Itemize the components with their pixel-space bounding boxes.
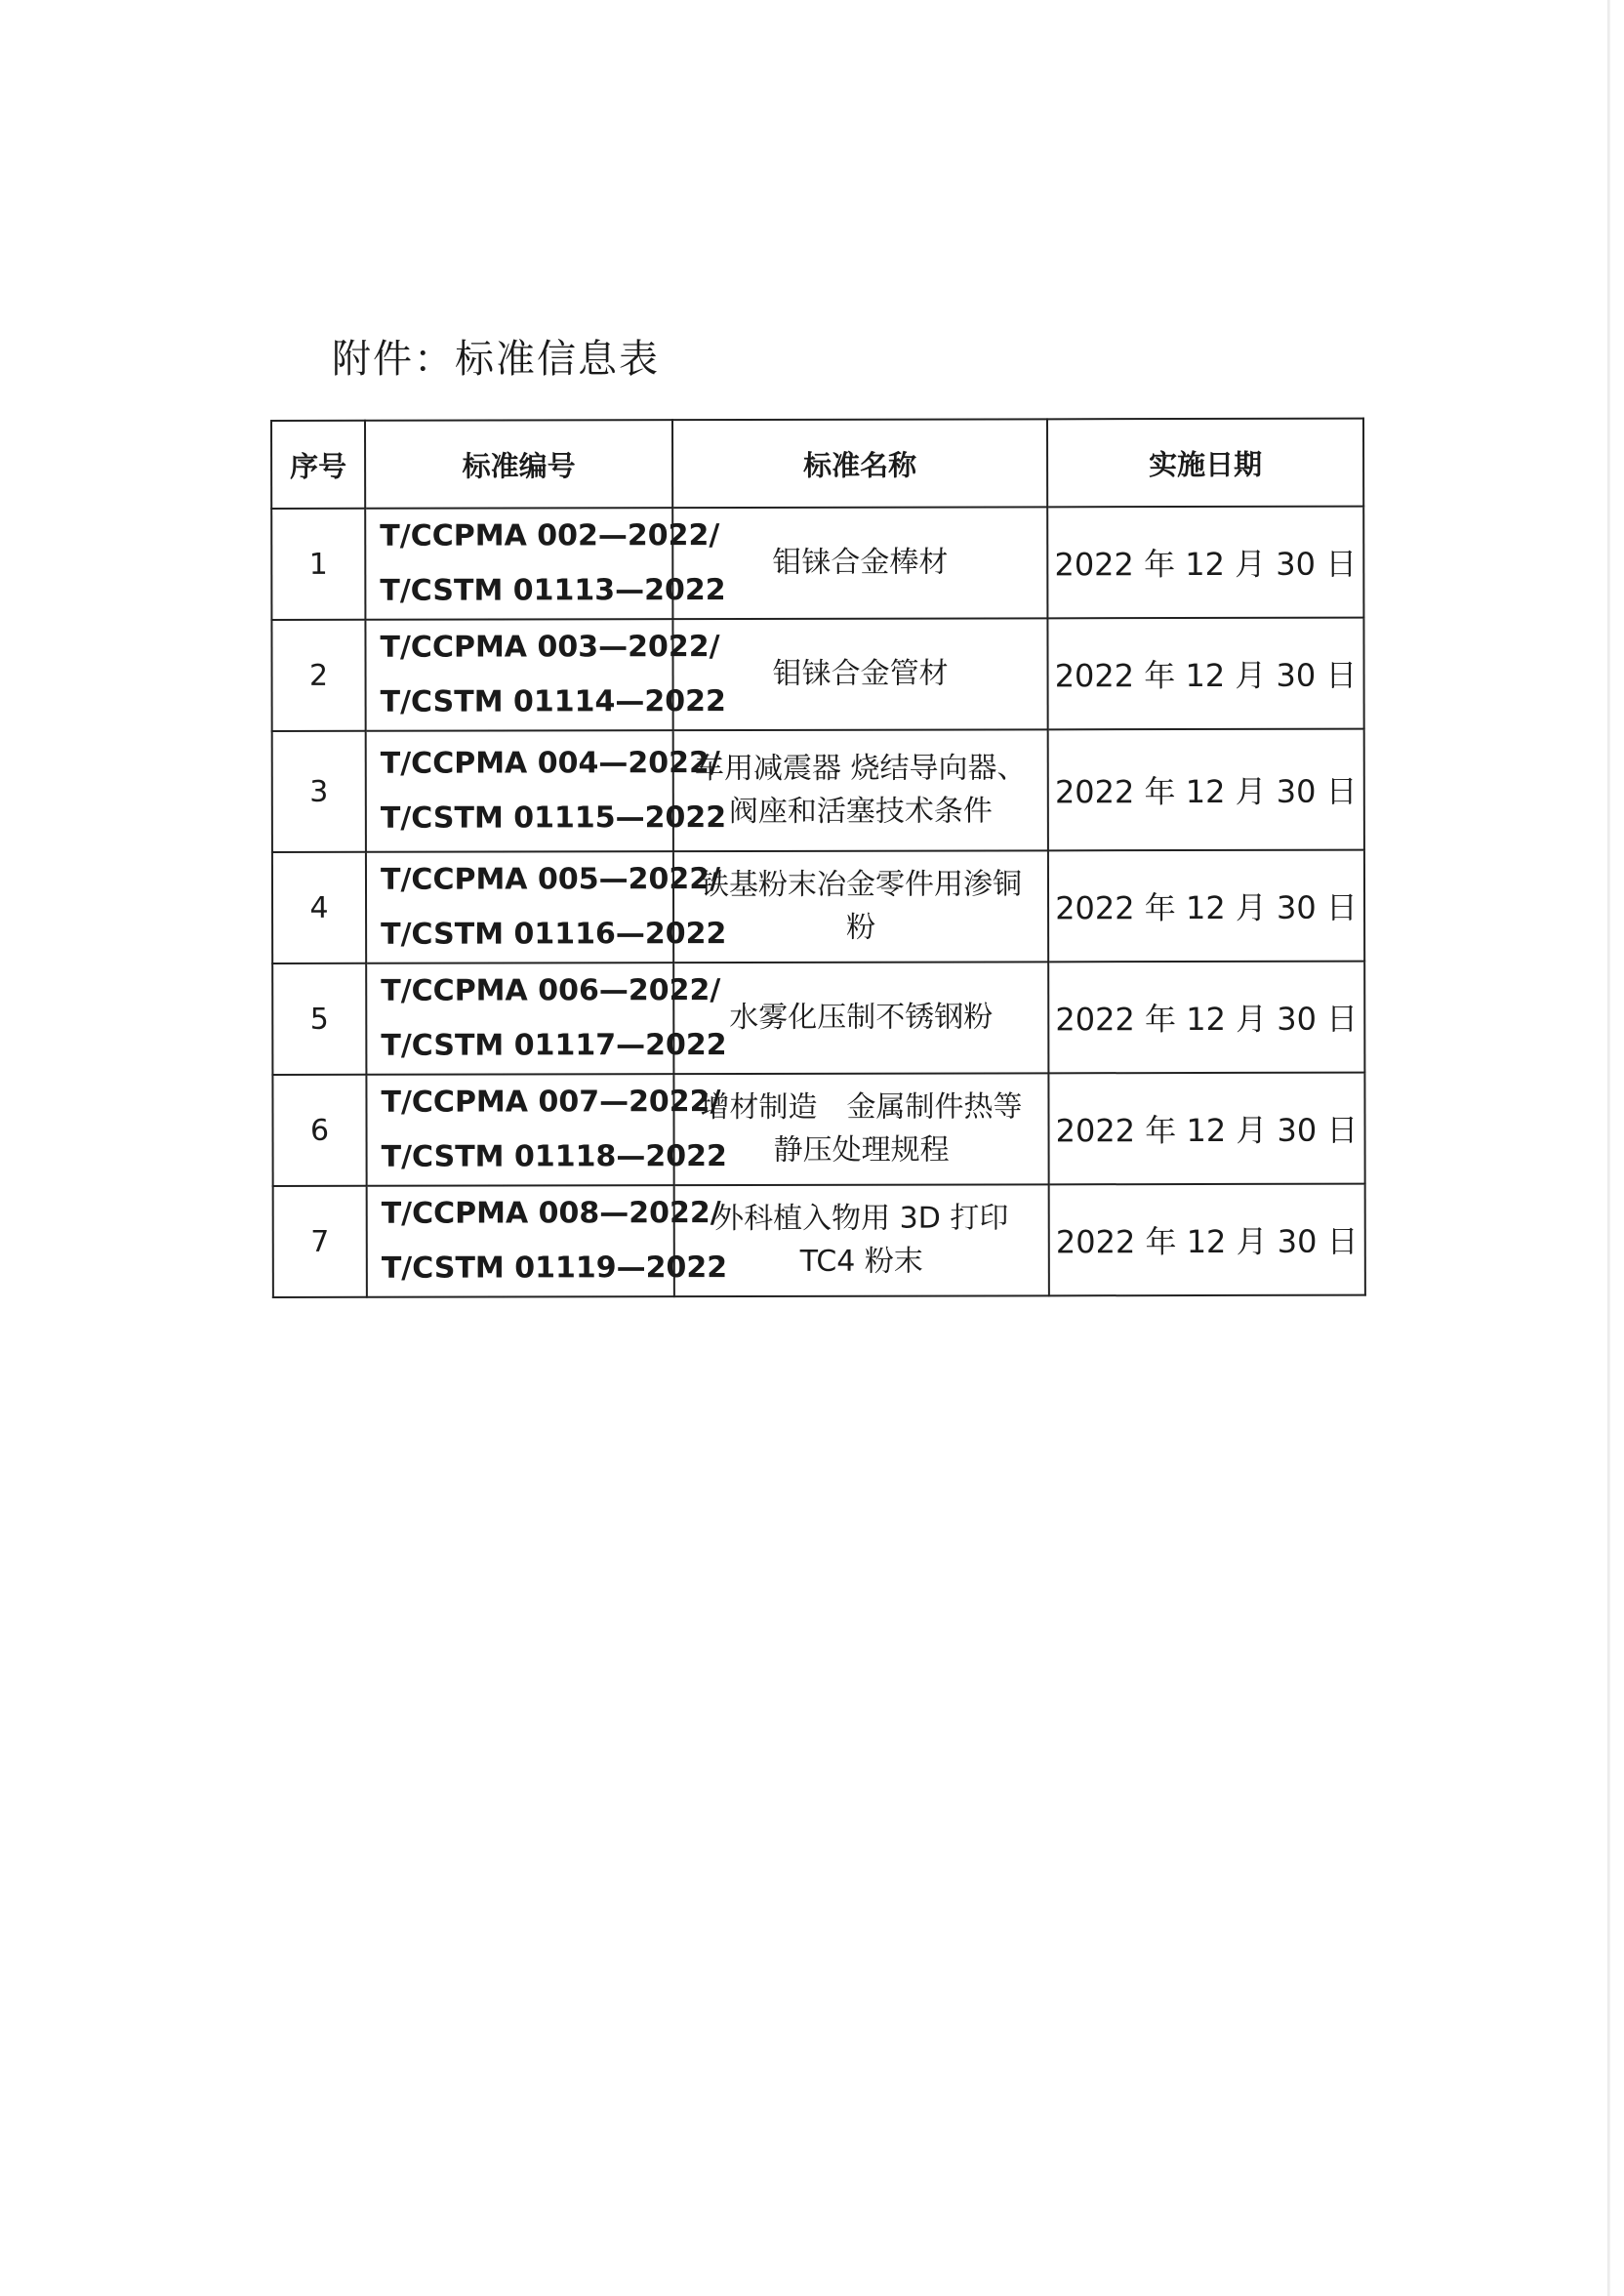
- standard-code: [366, 963, 727, 1075]
- table-row: [272, 850, 1364, 964]
- standard-name: 增材制造 金属制件热等静压处理规程: [673, 1073, 1048, 1185]
- standard-code-line-2: T/CSTM 01119—2022: [381, 1250, 728, 1286]
- table-row: [273, 1184, 1365, 1297]
- standard-code-line-1: T/CCPMA 004—2022/: [380, 746, 720, 781]
- row-number: 5: [272, 964, 366, 1075]
- standard-code-line-2: T/CSTM 01113—2022: [380, 573, 726, 608]
- standard-code-line-1: T/CCPMA 002—2022/: [380, 518, 720, 554]
- standard-code-line-2: T/CSTM 01115—2022: [380, 800, 727, 836]
- implementation-date: 2022 年 12 月 30 日: [1048, 729, 1364, 851]
- standard-code: [365, 619, 726, 731]
- standard-info-table: [270, 418, 1366, 1298]
- standard-code-line-1: T/CCPMA 005—2022/: [380, 862, 721, 897]
- standard-code-line-2: T/CSTM 01117—2022: [381, 1028, 727, 1063]
- document-title: 附件：标准信息表: [332, 337, 660, 382]
- standard-code-line-1: T/CCPMA 007—2022/: [381, 1085, 721, 1120]
- standard-name: 水雾化压制不锈钢粉: [673, 962, 1048, 1074]
- implementation-date: 2022 年 12 月 30 日: [1048, 962, 1364, 1074]
- standard-code: [365, 508, 726, 620]
- header-serial-number: 序号: [271, 421, 365, 509]
- standard-code-line-1: T/CCPMA 006—2022/: [381, 973, 721, 1008]
- table-header-row: [271, 419, 1363, 509]
- standard-name: 铁基粉末冶金零件用渗铜粉: [673, 850, 1048, 963]
- row-number: 1: [271, 509, 365, 620]
- standard-name: 车用减震器 烧结导向器、阀座和活塞技术条件: [673, 729, 1048, 851]
- header-standard-code: 标准编号: [365, 420, 672, 509]
- header-standard-name: 标准名称: [672, 419, 1047, 508]
- table-row: [271, 507, 1363, 620]
- standard-code: [366, 1074, 727, 1186]
- table-row: [272, 962, 1364, 1075]
- row-number: 3: [272, 731, 366, 852]
- standard-code-line-2: T/CSTM 01116—2022: [381, 917, 727, 952]
- standard-name: 钼铼合金棒材: [672, 507, 1047, 619]
- standard-code-line-2: T/CSTM 01118—2022: [381, 1139, 727, 1174]
- header-implementation-date: 实施日期: [1047, 419, 1363, 508]
- row-number: 4: [272, 852, 366, 964]
- standard-code: [366, 851, 727, 964]
- implementation-date: 2022 年 12 月 30 日: [1048, 1073, 1364, 1185]
- table-row: [272, 729, 1364, 852]
- standard-code-line-1: T/CCPMA 003—2022/: [380, 630, 720, 665]
- standard-code: [367, 1185, 728, 1297]
- implementation-date: 2022 年 12 月 30 日: [1049, 1184, 1365, 1296]
- standard-code: [366, 730, 727, 852]
- standard-code-line-2: T/CSTM 01114—2022: [380, 684, 726, 719]
- implementation-date: 2022 年 12 月 30 日: [1047, 507, 1363, 619]
- standard-name: 钼铼合金管材: [672, 618, 1047, 730]
- table-row: [271, 618, 1363, 731]
- implementation-date: 2022 年 12 月 30 日: [1048, 850, 1364, 963]
- scan-edge: [1607, 0, 1610, 2296]
- standard-name: 外科植入物用 3D 打印 TC4 粉末: [674, 1184, 1049, 1296]
- implementation-date: 2022 年 12 月 30 日: [1047, 618, 1363, 730]
- table-row: [272, 1073, 1364, 1186]
- standard-code-line-1: T/CCPMA 008—2022/: [381, 1196, 721, 1231]
- row-number: 7: [273, 1186, 367, 1297]
- row-number: 2: [271, 620, 365, 731]
- row-number: 6: [272, 1075, 366, 1186]
